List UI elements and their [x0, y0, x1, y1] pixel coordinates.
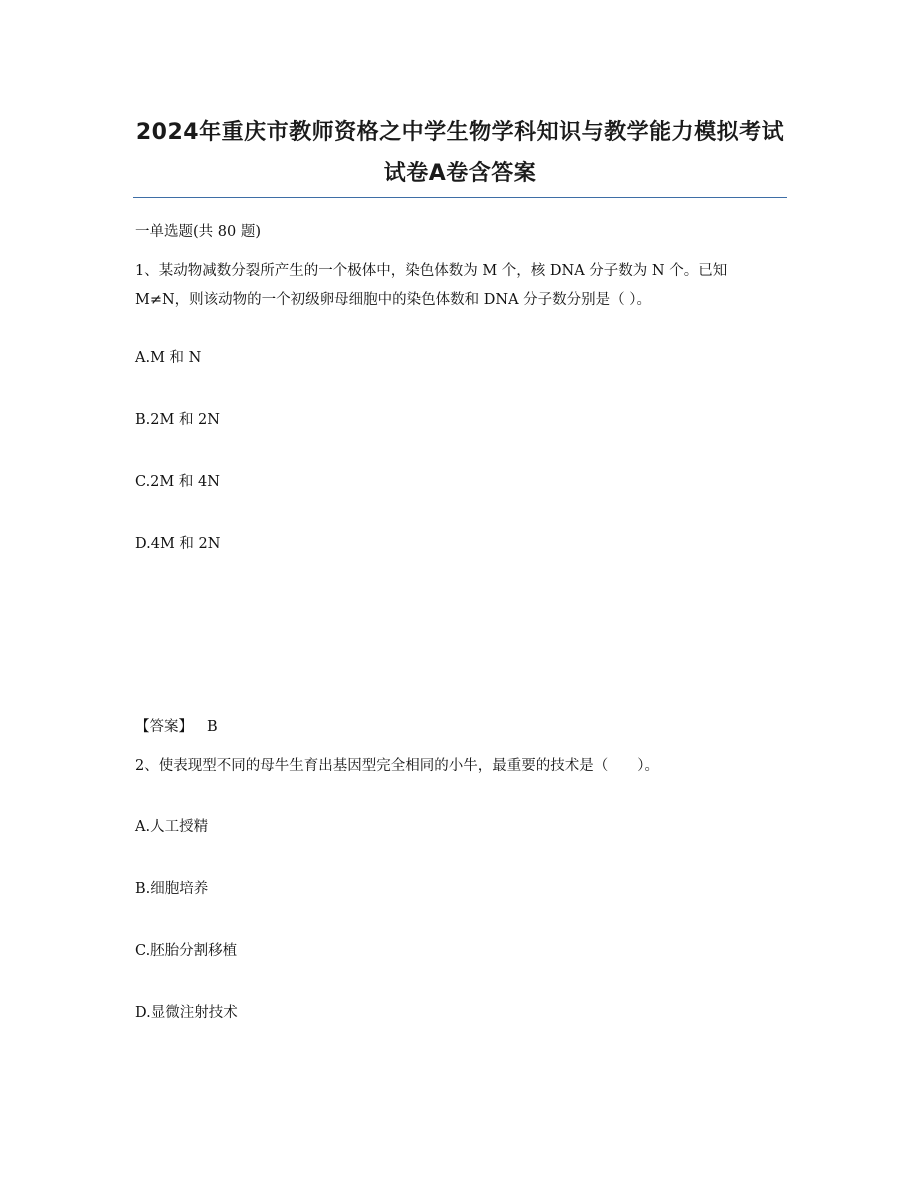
question-1-option-c: C.2M 和 4N	[135, 474, 220, 490]
question-1-stem: 1、某动物减数分裂所产生的一个极体中，染色体数为 M 个，核 DNA 分子数为 N 个。已知 M≠N，则该动物的一个初级卵母细胞中的染色体数和 DNA 分子数分别是（ ）。	[135, 263, 728, 308]
question-1-option-a: A.M 和 N	[135, 350, 202, 366]
question-2-option-d: D.显微注射技术	[135, 1005, 238, 1021]
document-title: 2024年重庆市教师资格之中学生物学科知识与教学能力模拟考试试卷A卷含答案	[135, 120, 785, 186]
question-1-option-d: D.4M 和 2N	[135, 536, 221, 552]
section-heading: 一单选题(共 80 题)	[135, 224, 261, 240]
question-1-answer	[135, 713, 218, 741]
question-2-stem: 2、使表现型不同的母牛生育出基因型完全相同的小牛，最重要的技术是（ ）。	[135, 758, 659, 774]
question-1-option-b: B.2M 和 2N	[135, 412, 220, 428]
answer-label: 【答案】	[135, 719, 193, 735]
question-2-option-a: A.人工授精	[135, 819, 209, 835]
answer-value: B	[207, 719, 218, 735]
question-2-option-b: B.细胞培养	[135, 881, 209, 897]
title-divider	[133, 197, 787, 198]
question-2-option-c: C.胚胎分割移植	[135, 943, 238, 959]
